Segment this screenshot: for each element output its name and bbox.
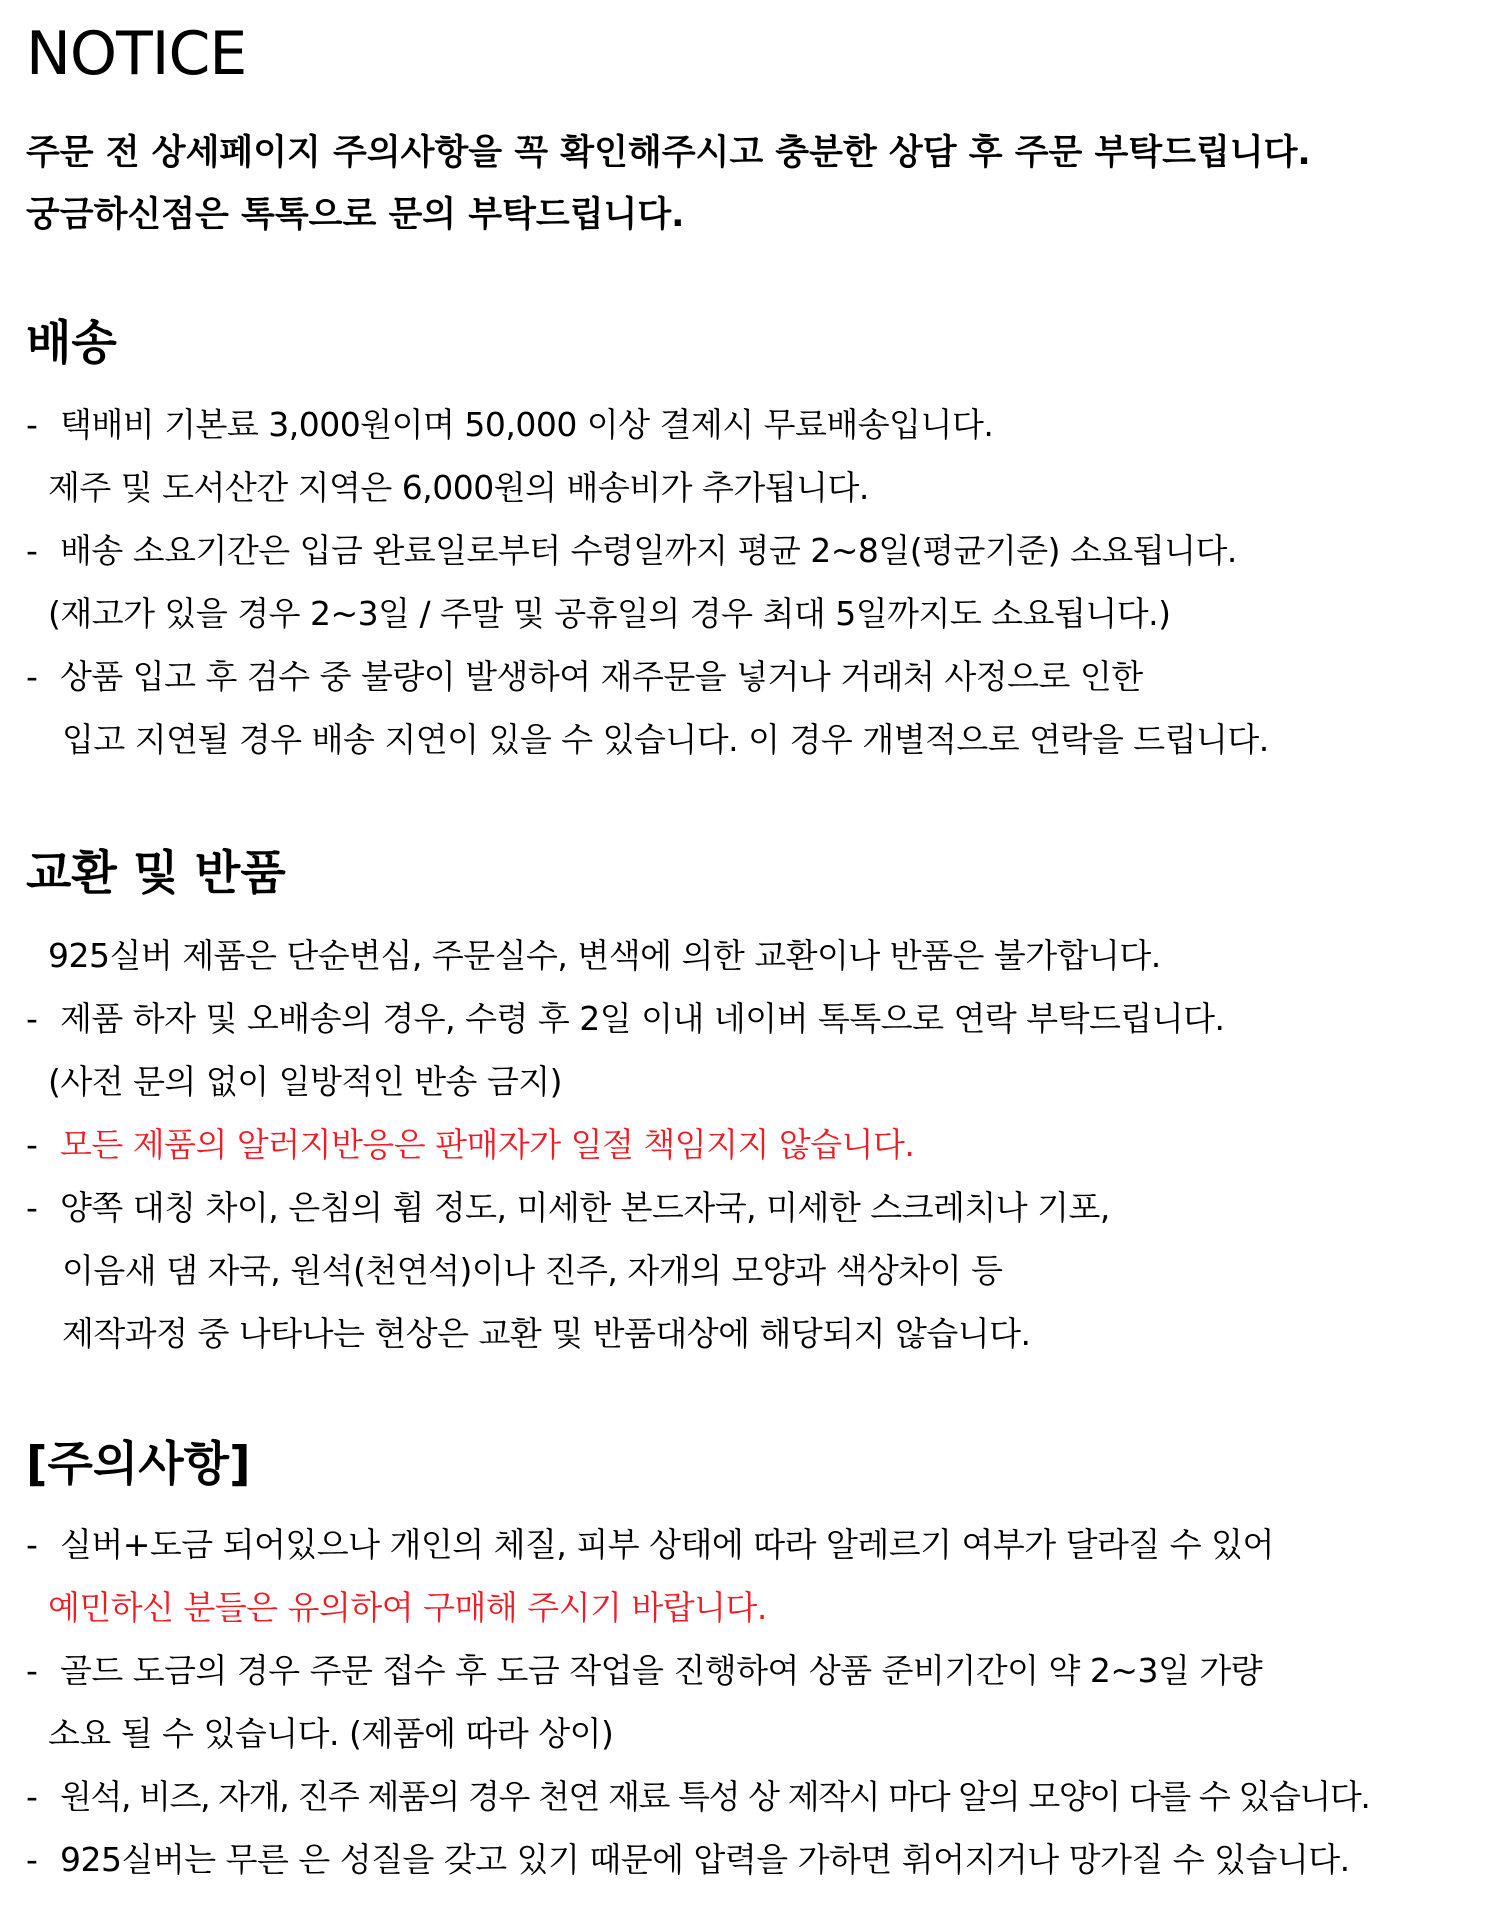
shipping-line-text: 택배비 기본료 3,000원이며 50,000 이상 결제시 무료배송입니다. (60, 405, 994, 444)
exchange-line-text: (사전 문의 없이 일방적인 반송 금지) (48, 1062, 562, 1101)
caution-line-text: 925실버는 무른 은 성질을 갖고 있기 때문에 압력을 가하면 휘어지거나 망가질 수 있습니다. (60, 1840, 1350, 1879)
shipping-section-title: 배송 (26, 316, 117, 371)
caution-section-title: [주의사항] (26, 1437, 251, 1492)
notice-intro-line-1: 주문 전 상세페이지 주의사항을 꼭 확인해주시고 충분한 상담 후 주문 부탁드립니다. (26, 133, 1311, 173)
caution-line-text: 소요 될 수 있습니다. (제품에 따라 상이) (48, 1714, 614, 1753)
dash: - (26, 1777, 38, 1816)
dash: - (26, 657, 38, 696)
dash: - (26, 1840, 38, 1879)
sensitive-warning-text: 예민하신 분들은 유의하여 구매해 주시기 바랍니다. (48, 1588, 767, 1627)
exchange-line-text: 양쪽 대칭 차이, 은침의 휨 정도, 미세한 본드자국, 미세한 스크레치나 기포, (60, 1188, 1110, 1227)
caution-line-text: 원석, 비즈, 자개, 진주 제품의 경우 천연 재료 특성 상 제작시 마다 알의 모양이 다를 수 있습니다. (60, 1777, 1370, 1816)
shipping-line-text: (재고가 있을 경우 2~3일 / 주말 및 공휴일의 경우 최대 5일까지도 소요됩니다.) (48, 594, 1171, 633)
notice-title: NOTICE (26, 19, 247, 89)
allergy-warning-text: 모든 제품의 알러지반응은 판매자가 일절 책임지지 않습니다. (60, 1125, 915, 1164)
caution-line-text: 골드 도금의 경우 주문 접수 후 도금 작업을 진행하여 상품 준비기간이 약 2~3일 가량 (60, 1651, 1263, 1690)
exchange-section-title: 교환 및 반품 (26, 846, 286, 901)
dash: - (26, 1125, 38, 1164)
notice-intro (26, 122, 1311, 246)
shipping-line-text: 입고 지연될 경우 배송 지연이 있을 수 있습니다. 이 경우 개별적으로 연락을 드립니다. (62, 720, 1269, 759)
dash: - (26, 1188, 38, 1227)
exchange-line-text: 제작과정 중 나타나는 현상은 교환 및 반품대상에 해당되지 않습니다. (62, 1314, 1031, 1353)
shipping-line-text: 상품 입고 후 검수 중 불량이 발생하여 재주문을 넣거나 거래처 사정으로 인한 (60, 657, 1143, 696)
dash: - (26, 405, 38, 444)
dash: - (26, 531, 38, 570)
exchange-line-text: 925실버 제품은 단순변심, 주문실수, 변색에 의한 교환이나 반품은 불가합니다. (48, 936, 1161, 975)
dash: - (26, 999, 38, 1038)
caution-line-text: 실버+도금 되어있으나 개인의 체질, 피부 상태에 따라 알레르기 여부가 달라질 수 있어 (60, 1525, 1274, 1564)
shipping-line-text: 제주 및 도서산간 지역은 6,000원의 배송비가 추가됩니다. (48, 468, 869, 507)
exchange-line-text: 제품 하자 및 오배송의 경우, 수령 후 2일 이내 네이버 톡톡으로 연락 부탁드립니다. (60, 999, 1225, 1038)
notice-intro-line-2: 궁금하신점은 톡톡으로 문의 부탁드립니다. (26, 195, 685, 235)
dash: - (26, 1651, 38, 1690)
shipping-line-text: 배송 소요기간은 입금 완료일로부터 수령일까지 평균 2~8일(평균기준) 소요됩니다. (60, 531, 1237, 570)
dash: - (26, 1525, 38, 1564)
exchange-line-text: 이음새 댐 자국, 원석(천연석)이나 진주, 자개의 모양과 색상차이 등 (62, 1251, 1003, 1290)
